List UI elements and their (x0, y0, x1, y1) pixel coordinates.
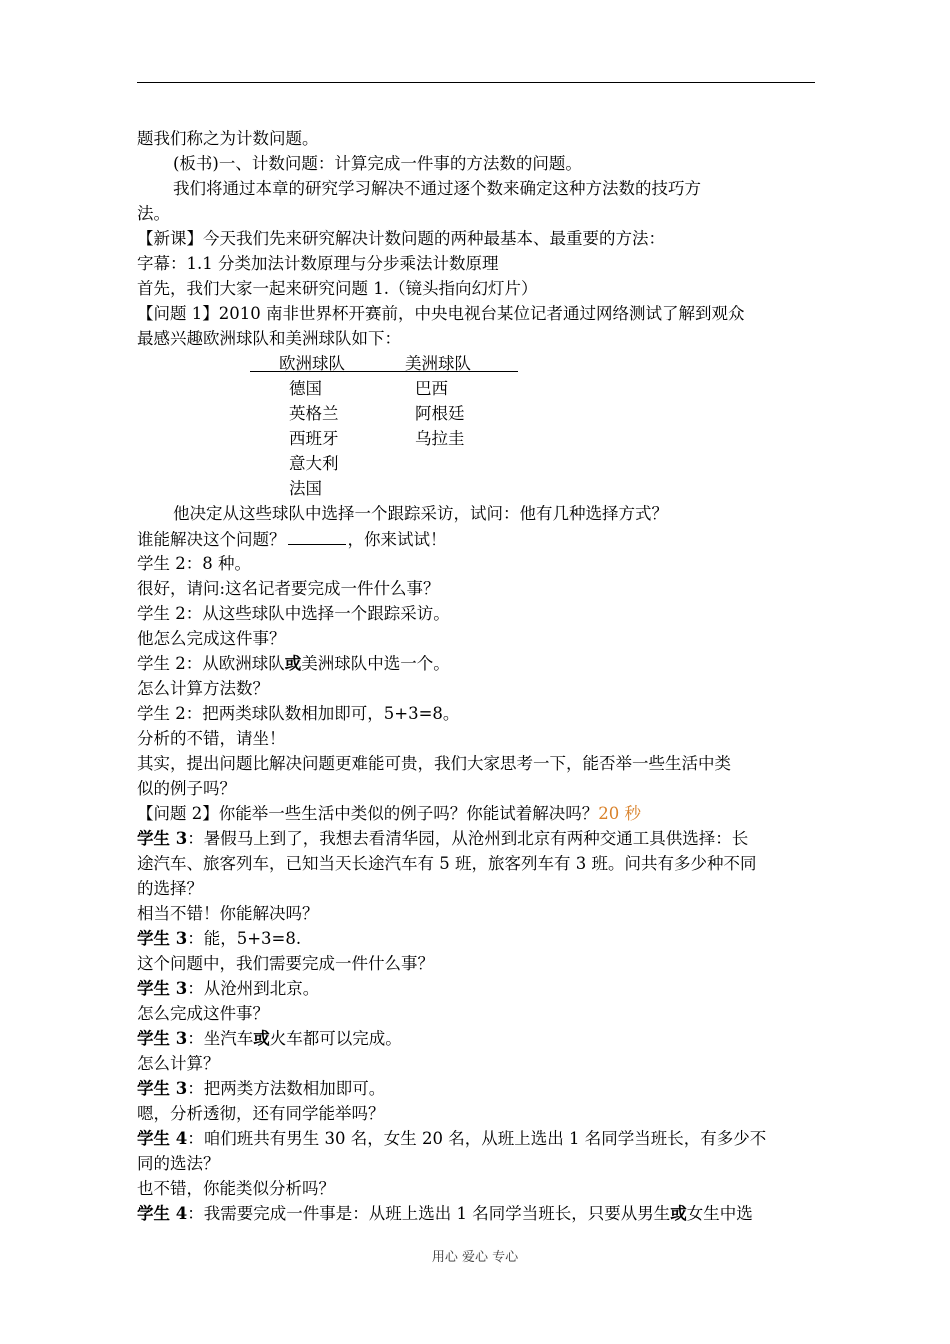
text-line: (板书)一、计数问题：计算完成一件事的方法数的问题。 (173, 154, 582, 173)
speaker-label: 学生 3 (137, 929, 188, 948)
text-line: 【问题 1】2010 南非世界杯开赛前，中央电视台某位记者通过网络测试了解到观众 (137, 304, 745, 323)
line-text: 怎么完成这件事？ (137, 1004, 269, 1023)
dialogue-line (137, 901, 817, 926)
intro-section (137, 126, 817, 351)
line-text: 怎么计算？ (137, 1054, 220, 1073)
line-text: 美洲球队中选一个。 (301, 654, 450, 673)
dialogue-line (137, 1176, 817, 1201)
header-rule (137, 82, 815, 83)
dialogue-line (137, 951, 817, 976)
speaker-label: 学生 4 (137, 1204, 188, 1223)
dialogue-line (137, 1126, 817, 1151)
team-cell: 阿根廷 (415, 404, 465, 423)
team-cell: 德国 (289, 379, 322, 398)
america-column (405, 351, 471, 451)
who-line: 谁能解决这个问题？ ，你来试试！ (137, 526, 817, 551)
europe-header: 欧洲球队 (279, 354, 345, 373)
dialogue-line (137, 851, 817, 876)
line-text: 嗯，分析透彻，还有同学能举吗？ (137, 1104, 385, 1123)
line-text: 很好，请问:这名记者要完成一件什么事？ (137, 579, 440, 598)
speaker-label: 学生 3 (137, 1079, 188, 1098)
line-text: 火车都可以完成。 (269, 1029, 402, 1048)
line-text: 学生 2：从欧洲球队 (137, 654, 285, 673)
text-line: 首先，我们大家一起来研究问题 1.（镜头指向幻灯片） (137, 279, 538, 298)
team-cell: 巴西 (415, 379, 448, 398)
dialogue-line (137, 1201, 817, 1226)
line-text: ：从沧州到北京。 (187, 979, 320, 998)
dialogue-line (137, 826, 817, 851)
team-cell: 乌拉圭 (415, 429, 465, 448)
text-line: 字幕：1.1 分类加法计数原理与分步乘法计数原理 (137, 254, 499, 273)
line-text: 学生 2：把两类球队数相加即可，5+3=8。 (137, 704, 460, 723)
question-2-line: 【问题 2】你能举一些生活中类似的例子吗？你能试着解决吗？20 秒 (137, 804, 641, 823)
america-header: 美洲球队 (405, 354, 471, 373)
emphasis-word: 或 (284, 654, 302, 673)
dialogue-line (137, 776, 817, 801)
team-cell: 西班牙 (289, 429, 339, 448)
text-line: 题我们称之为计数问题。 (137, 129, 319, 148)
dialogue-line (137, 1101, 817, 1126)
speaker-label: 学生 3 (137, 1029, 188, 1048)
text-line: 【新课】今天我们先来研究解决计数问题的两种最基本、最重要的方法： (137, 229, 665, 248)
text-line: 最感兴趣欧洲球队和美洲球队如下： (137, 329, 401, 348)
dialogue-section-2 (137, 826, 817, 1226)
dialogue-line (137, 1001, 817, 1026)
dialogue-line (137, 751, 817, 776)
line-text: ：坐汽车 (187, 1029, 254, 1048)
line-text: 相当不错！你能解决吗？ (137, 904, 319, 923)
dialogue-line (137, 1026, 817, 1051)
line-text: ：咱们班共有男生 30 名，女生 20 名，从班上选出 1 名同学当班长，有多少不 (187, 1129, 767, 1148)
dialogue-line (137, 626, 817, 651)
emphasis-word: 或 (670, 1204, 687, 1223)
document-body (137, 126, 817, 1226)
dialogue-section-1 (137, 551, 817, 801)
europe-column (279, 351, 345, 501)
line-text: ：能，5+3=8. (187, 929, 302, 948)
speaker-label: 学生 4 (137, 1129, 188, 1148)
dialogue-line (137, 726, 817, 751)
line-text: ：我需要完成一件事是：从班上选出 1 名同学当班长，只要从男生 (187, 1204, 671, 1223)
dialogue-line (137, 876, 817, 901)
dialogue-line (137, 1051, 817, 1076)
text-line: 法。 (137, 204, 170, 223)
answer-blank (288, 526, 346, 545)
page-footer: 用心 爱心 专心 (431, 1250, 519, 1265)
team-cell: 法国 (289, 479, 322, 498)
line-text: 也不错，你能类似分析吗？ (137, 1179, 335, 1198)
dialogue-line (137, 926, 817, 951)
line-text: ：暑假马上到了，我想去看清华园，从沧州到北京有两种交通工具供选择：长 (187, 829, 749, 848)
line-text: 这个问题中，我们需要完成一件什么事？ (137, 954, 434, 973)
text-line: 我们将通过本章的研究学习解决不通过逐个数来确定这种方法数的技巧方 (173, 179, 701, 198)
line-text: 怎么计算方法数？ (137, 679, 269, 698)
team-cell: 意大利 (289, 454, 339, 473)
line-text: 其实，提出问题比解决问题更难能可贵，我们大家思考一下，能否举一些生活中类 (137, 754, 731, 773)
line-text: 分析的不错，请坐！ (137, 729, 286, 748)
dialogue-line (137, 1151, 817, 1176)
dialogue-line (137, 651, 817, 676)
team-cell: 英格兰 (289, 404, 339, 423)
dialogue-line (137, 576, 817, 601)
line-text: ：把两类方法数相加即可。 (187, 1079, 386, 1098)
line-text: 的选择？ (137, 879, 203, 898)
line-text: 似的例子吗？ (137, 779, 236, 798)
emphasis-word: 或 (253, 1029, 270, 1048)
dialogue-line (137, 701, 817, 726)
dialogue-line (137, 601, 817, 626)
line-text: 同的选法？ (137, 1154, 220, 1173)
line-text: 他怎么完成这件事？ (137, 629, 286, 648)
line-text: 女生中选 (686, 1204, 753, 1223)
dialogue-line (137, 976, 817, 1001)
time-note: 20 秒 (598, 804, 641, 823)
line-text: 学生 2：从这些球队中选择一个跟踪采访。 (137, 604, 450, 623)
speaker-label: 学生 3 (137, 829, 188, 848)
dialogue-line (137, 1076, 817, 1101)
question-line: 他决定从这些球队中选择一个跟踪采访，试问：他有几种选择方式？ (173, 504, 668, 523)
line-text: 学生 2：8 种。 (137, 554, 251, 573)
dialogue-line (137, 676, 817, 701)
speaker-label: 学生 3 (137, 979, 188, 998)
line-text: 途汽车、旅客列车，已知当天长途汽车有 5 班，旅客列车有 3 班。问共有多少种不同 (137, 854, 757, 873)
teams-table (137, 351, 817, 501)
dialogue-line (137, 551, 817, 576)
